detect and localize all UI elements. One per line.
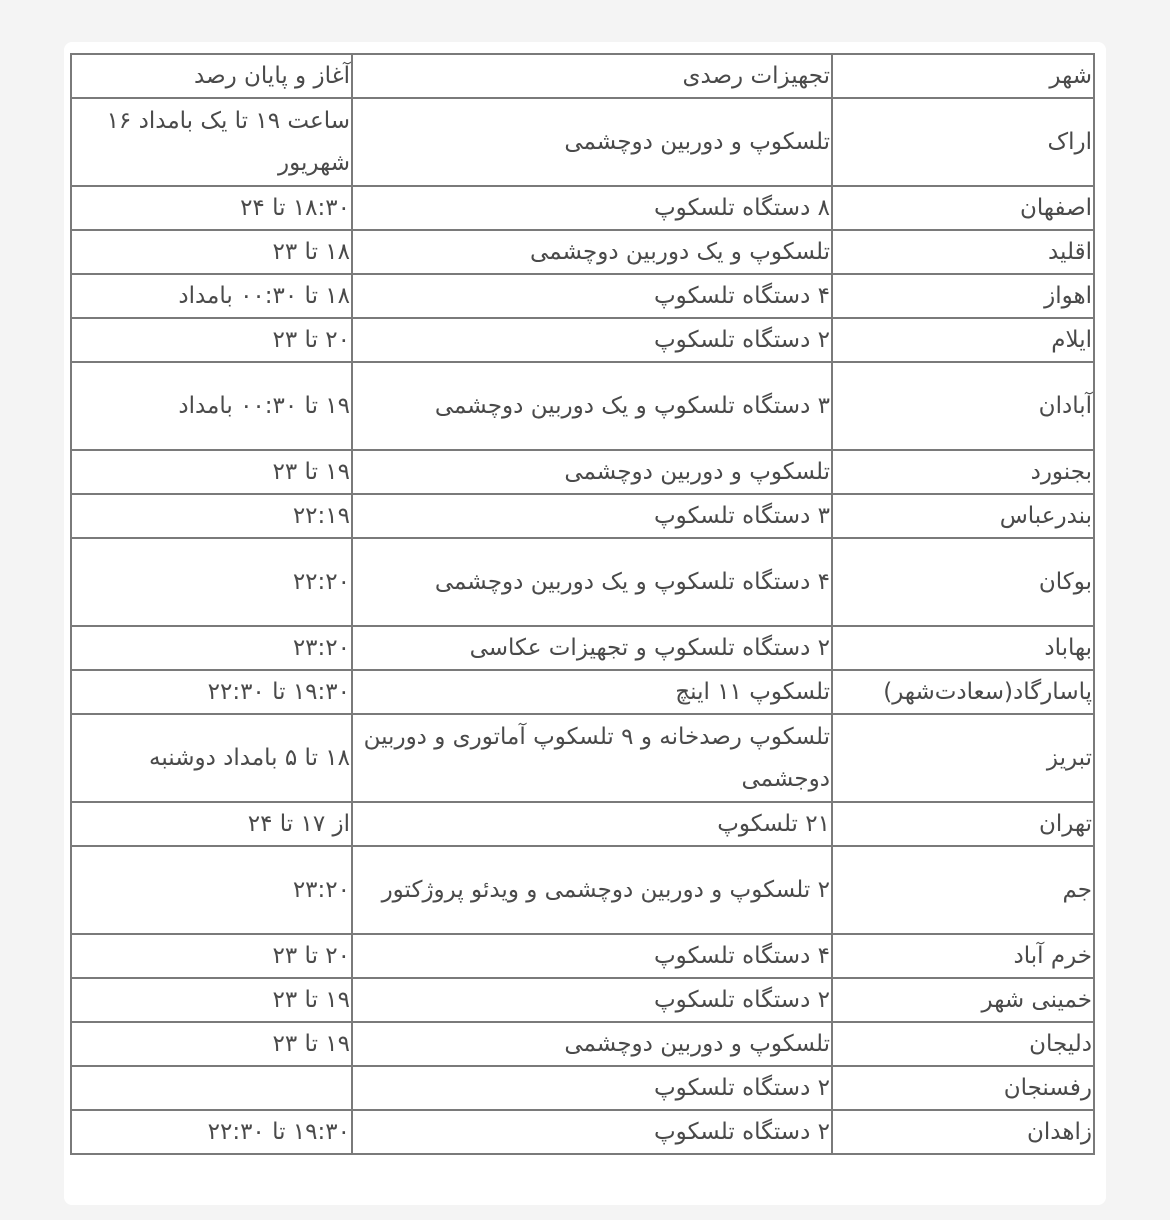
cell-time: ۱۸ تا ۰۰:۳۰ بامداد <box>71 274 352 318</box>
cell-time: ۱۹ تا ۲۳ <box>71 978 352 1022</box>
table-row <box>71 98 1094 186</box>
cell-equipment: ۴ دستگاه تلسکوپ <box>352 274 832 318</box>
table-row <box>71 626 1094 670</box>
cell-time: ۲۰ تا ۲۳ <box>71 318 352 362</box>
cell-city: پاسارگاد(سعادت‌شهر) <box>832 670 1094 714</box>
cell-time: ۲۲:۲۰ <box>71 538 352 626</box>
cell-time: ۱۹ تا ۲۳ <box>71 1022 352 1066</box>
cell-equipment: ۲ تلسکوپ و دوربین دوچشمی و ویدئو پروژکتور <box>352 846 832 934</box>
cell-city: خمینی شهر <box>832 978 1094 1022</box>
cell-city: تهران <box>832 802 1094 846</box>
cell-equipment: تلسکوپ و یک دوربین دوچشمی <box>352 230 832 274</box>
header-equipment: تجهیزات رصدی <box>352 54 832 98</box>
cell-time: ۱۸ تا ۵ بامداد دوشنبه <box>71 714 352 802</box>
cell-city: زاهدان <box>832 1110 1094 1154</box>
cell-time: ساعت ۱۹ تا یک بامداد ۱۶ شهریور <box>71 98 352 186</box>
table-row <box>71 538 1094 626</box>
table-row <box>71 186 1094 230</box>
table-row <box>71 978 1094 1022</box>
cell-equipment: تلسکوپ و دوربین دوچشمی <box>352 1022 832 1066</box>
table-row <box>71 934 1094 978</box>
table-row <box>71 846 1094 934</box>
cell-time: ۱۸:۳۰ تا ۲۴ <box>71 186 352 230</box>
cell-city: بندرعباس <box>832 494 1094 538</box>
cell-time: ۱۹:۳۰ تا ۲۲:۳۰ <box>71 670 352 714</box>
cell-equipment: تلسکوپ و دوربین دوچشمی <box>352 98 832 186</box>
cell-time: ۱۹:۳۰ تا ۲۲:۳۰ <box>71 1110 352 1154</box>
cell-city: ایلام <box>832 318 1094 362</box>
table-row <box>71 670 1094 714</box>
cell-equipment: ۲ دستگاه تلسکوپ و تجهیزات عکاسی <box>352 626 832 670</box>
cell-equipment: ۲۱ تلسکوپ <box>352 802 832 846</box>
cell-time: ۲۳:۲۰ <box>71 846 352 934</box>
table-row <box>71 450 1094 494</box>
table-row <box>71 274 1094 318</box>
cell-time: از ۱۷ تا ۲۴ <box>71 802 352 846</box>
cell-equipment: ۲ دستگاه تلسکوپ <box>352 1110 832 1154</box>
cell-city: جم <box>832 846 1094 934</box>
cell-equipment: ۲ دستگاه تلسکوپ <box>352 1066 832 1110</box>
cell-equipment: تلسکوپ و دوربین دوچشمی <box>352 450 832 494</box>
cell-time: ۱۹ تا ۲۳ <box>71 450 352 494</box>
cell-equipment: ۳ دستگاه تلسکوپ و یک دوربین دوچشمی <box>352 362 832 450</box>
cell-equipment: ۳ دستگاه تلسکوپ <box>352 494 832 538</box>
cell-equipment: ۸ دستگاه تلسکوپ <box>352 186 832 230</box>
cell-city: اصفهان <box>832 186 1094 230</box>
cell-city: اهواز <box>832 274 1094 318</box>
table-row <box>71 802 1094 846</box>
observation-schedule-table <box>70 53 1095 1155</box>
cell-time: ۱۸ تا ۲۳ <box>71 230 352 274</box>
cell-city: اقلید <box>832 230 1094 274</box>
cell-equipment: ۴ دستگاه تلسکوپ و یک دوربین دوچشمی <box>352 538 832 626</box>
cell-city: دلیجان <box>832 1022 1094 1066</box>
cell-city: رفسنجان <box>832 1066 1094 1110</box>
table-row <box>71 494 1094 538</box>
cell-equipment: ۴ دستگاه تلسکوپ <box>352 934 832 978</box>
table-header-row <box>71 54 1094 98</box>
table-row <box>71 1022 1094 1066</box>
header-time: آغاز و پایان رصد <box>71 54 352 98</box>
cell-city: بوکان <box>832 538 1094 626</box>
cell-equipment: ۲ دستگاه تلسکوپ <box>352 318 832 362</box>
cell-city: خرم آباد <box>832 934 1094 978</box>
cell-time: ۲۲:۱۹ <box>71 494 352 538</box>
cell-city: اراک <box>832 98 1094 186</box>
cell-city: آبادان <box>832 362 1094 450</box>
cell-time <box>71 1066 352 1110</box>
table-row <box>71 362 1094 450</box>
cell-city: تبریز <box>832 714 1094 802</box>
cell-time: ۲۳:۲۰ <box>71 626 352 670</box>
cell-city: بجنورد <box>832 450 1094 494</box>
cell-equipment: تلسکوپ ۱۱ اینچ <box>352 670 832 714</box>
table-row <box>71 714 1094 802</box>
cell-time: ۱۹ تا ۰۰:۳۰ بامداد <box>71 362 352 450</box>
table-row <box>71 230 1094 274</box>
header-city: شهر <box>832 54 1094 98</box>
cell-equipment: تلسکوپ رصدخانه و ۹ تلسکوپ آماتوری و دوربین دوجشمی <box>352 714 832 802</box>
cell-equipment: ۲ دستگاه تلسکوپ <box>352 978 832 1022</box>
table-row <box>71 1110 1094 1154</box>
table-row <box>71 1066 1094 1110</box>
cell-time: ۲۰ تا ۲۳ <box>71 934 352 978</box>
cell-city: بهاباد <box>832 626 1094 670</box>
table-row <box>71 318 1094 362</box>
